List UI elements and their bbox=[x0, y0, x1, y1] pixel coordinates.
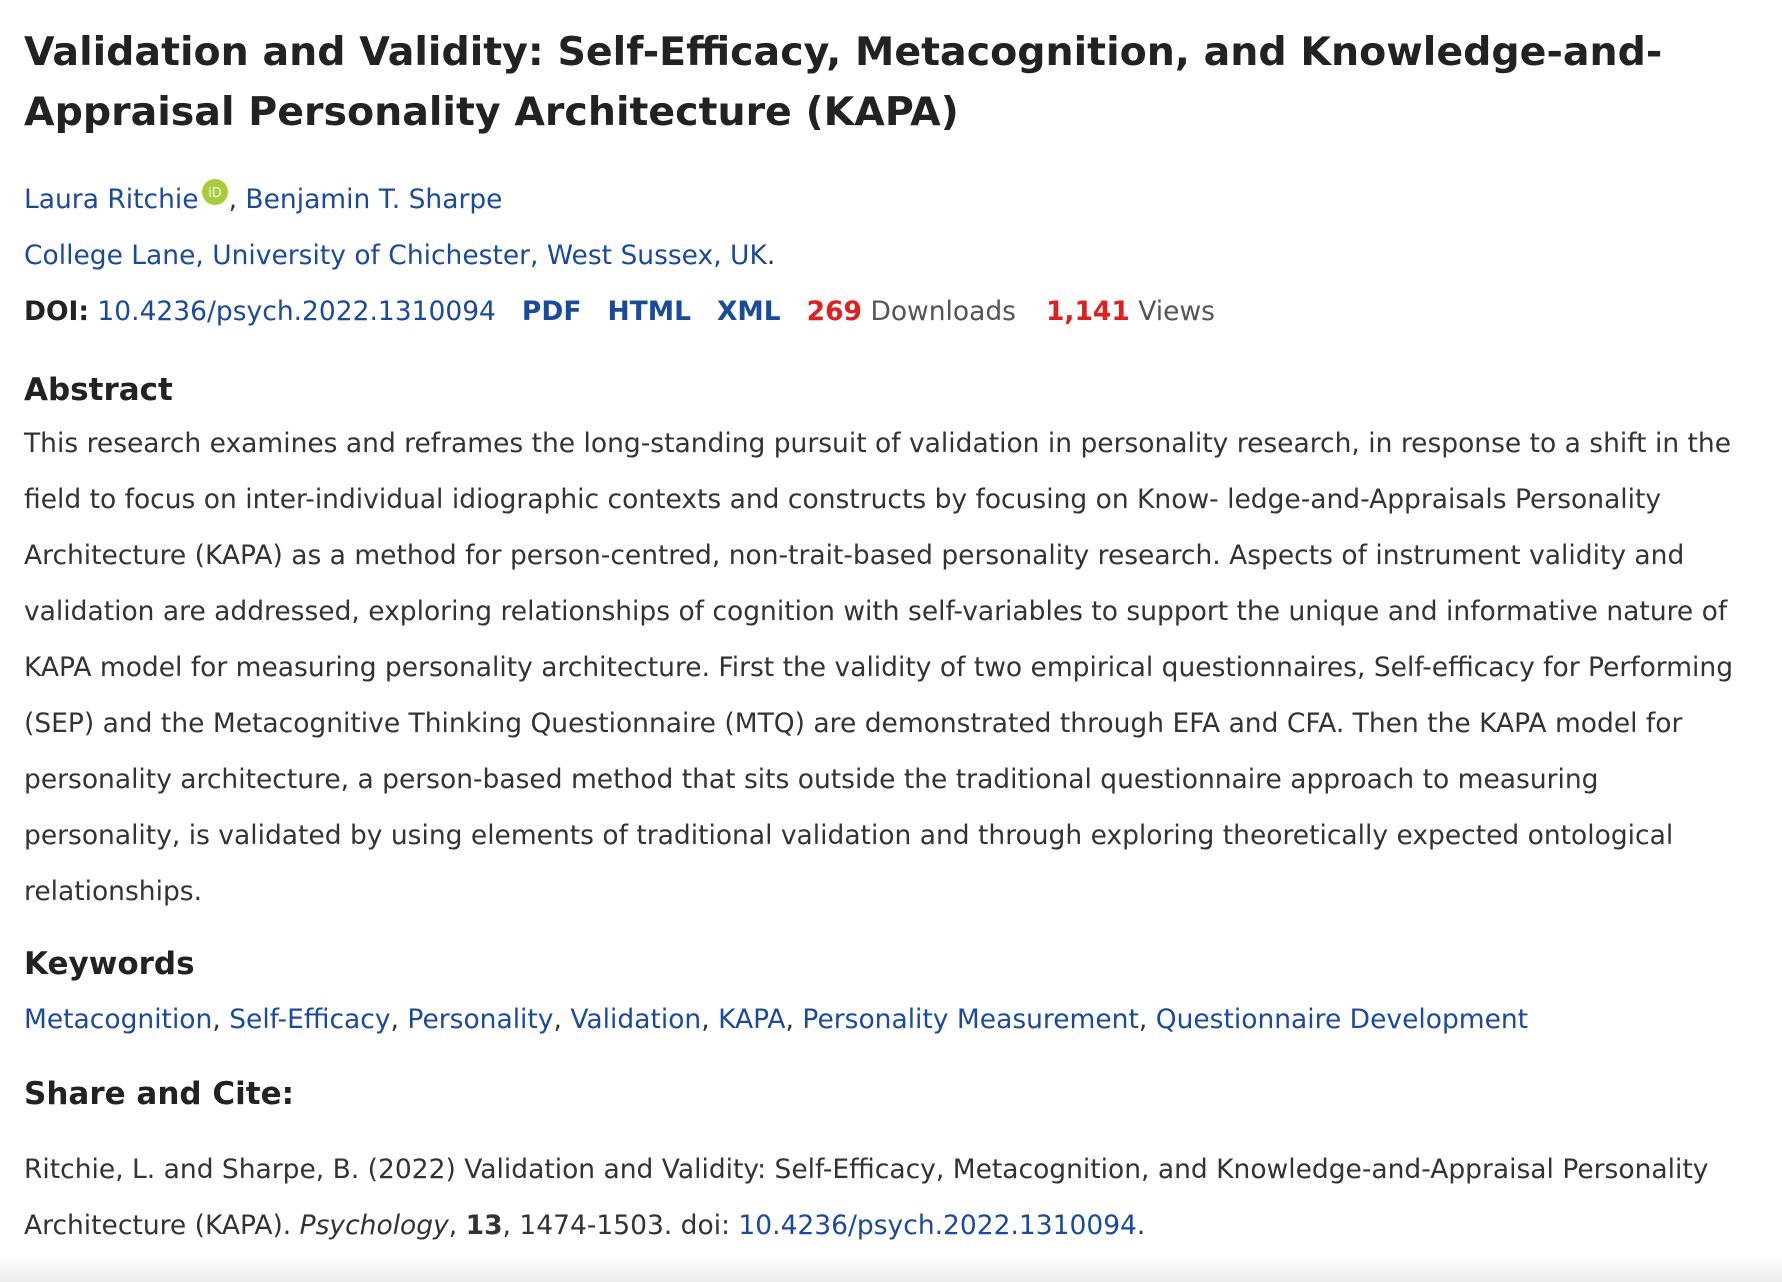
keywords-heading: Keywords bbox=[24, 946, 195, 982]
keyword-link[interactable]: Personality bbox=[407, 1004, 554, 1035]
citation-journal: Psychology bbox=[299, 1210, 449, 1241]
doi-label: DOI: bbox=[24, 296, 89, 327]
keyword-separator: , bbox=[553, 1004, 571, 1035]
views-stat bbox=[1046, 296, 1215, 327]
keyword-separator: , bbox=[390, 1004, 408, 1035]
keyword-separator: , bbox=[212, 1004, 230, 1035]
keyword-link[interactable]: Metacognition bbox=[24, 1004, 213, 1035]
affiliation-period: . bbox=[766, 240, 776, 271]
pdf-link[interactable]: PDF bbox=[521, 296, 582, 327]
keyword-link[interactable]: Self-Efficacy bbox=[229, 1004, 391, 1035]
keyword-link[interactable]: Questionnaire Development bbox=[1155, 1004, 1529, 1035]
keyword-separator: , bbox=[785, 1004, 803, 1035]
article-page bbox=[24, 0, 1764, 1254]
author-separator: , bbox=[228, 184, 246, 215]
views-count: 1,141 bbox=[1045, 296, 1130, 327]
citation-volume: 13 bbox=[465, 1210, 503, 1241]
views-label: Views bbox=[1138, 296, 1215, 327]
xml-link[interactable]: XML bbox=[716, 296, 781, 327]
share-heading: Share and Cite: bbox=[24, 1076, 295, 1112]
citation-pages: , 1474-1503. doi: bbox=[502, 1210, 739, 1241]
keyword-separator: , bbox=[701, 1004, 719, 1035]
html-link[interactable]: HTML bbox=[607, 296, 691, 327]
abstract-text: This research examines and reframes the long-standing pursuit of validation in personality research, in response to a shift in the field to focus on inter-individual idiographic contexts and constructs by focusing on Know- ledge-and-Appraisals Personality Architecture (KAPA) as a method for person-centred, non-trait-based personality research. Aspects of instrument validity and validation are addressed, exploring relationships of cognition with self-variables to support the unique and informative nature of KAPA model for measuring personality architecture. First the validity of two empirical questionnaires, Self-efficacy for Performing (SEP) and the Metacognitive Thinking Questionnaire (MTQ) are demonstrated through EFA and CFA. Then the KAPA model for personality architecture, a person-based method that sits outside the traditional questionnaire approach to measuring personality, is validated by using elements of traditional validation and through exploring theoretically expected ontological relationships. bbox=[24, 428, 1734, 907]
affiliation-row bbox=[24, 228, 1764, 284]
keyword-link[interactable]: Validation bbox=[570, 1004, 702, 1035]
downloads-label: Downloads bbox=[870, 296, 1016, 327]
keyword-link[interactable]: Personality Measurement bbox=[802, 1004, 1139, 1035]
downloads-count: 269 bbox=[806, 296, 862, 327]
orcid-icon[interactable] bbox=[201, 170, 229, 226]
keyword-link[interactable]: KAPA bbox=[718, 1004, 786, 1035]
doi-row bbox=[24, 284, 1764, 340]
citation-end: . bbox=[1136, 1210, 1146, 1241]
citation-separator: , bbox=[448, 1210, 466, 1241]
keywords-list bbox=[24, 992, 1764, 1048]
author-link-ritchie[interactable]: Laura Ritchie bbox=[24, 184, 199, 215]
article-title: Validation and Validity: Self-Efficacy, Metacognition, and Knowledge-and-Appraisal Personality Architecture (KAPA) bbox=[24, 29, 1663, 135]
author-list bbox=[24, 172, 1764, 228]
bottom-edge-shadow bbox=[0, 1256, 1782, 1282]
abstract-heading: Abstract bbox=[24, 372, 173, 408]
doi-link[interactable]: 10.4236/psych.2022.1310094 bbox=[97, 296, 496, 327]
author-link-sharpe[interactable]: Benjamin T. Sharpe bbox=[245, 184, 503, 215]
citation-text bbox=[24, 1142, 1759, 1254]
citation-doi-link[interactable]: 10.4236/psych.2022.1310094 bbox=[738, 1210, 1137, 1241]
downloads-stat bbox=[807, 296, 1016, 327]
citation-prefix: Ritchie, L. and Sharpe, B. (2022) Validation and Validity: Self-Efficacy, Metacognition, and Knowledge-and-Appraisal Personality Architecture (KAPA). bbox=[24, 1154, 1709, 1241]
keyword-separator: , bbox=[1138, 1004, 1156, 1035]
affiliation-link[interactable]: College Lane, University of Chichester, West Sussex, UK bbox=[24, 240, 767, 271]
svg-text:iD: iD bbox=[207, 185, 222, 201]
